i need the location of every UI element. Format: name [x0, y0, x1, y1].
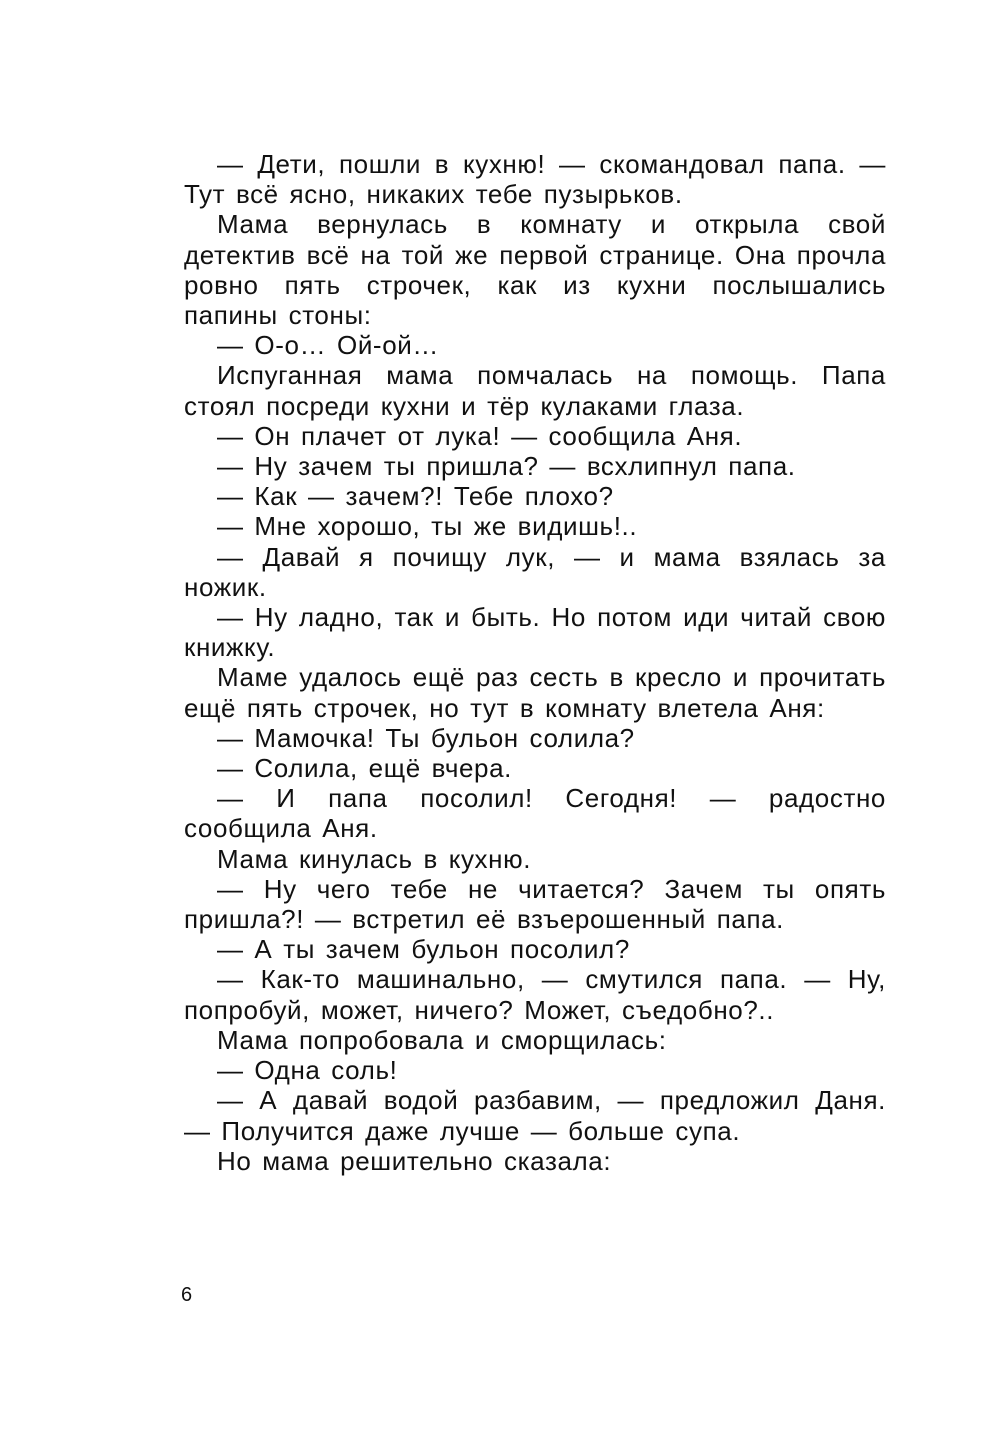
- paragraph: Мама вернулась в комнату и открыла свой детектив всё на той же первой странице. Она прочла ровно пять строчек, как из кухни послышались папины стоны:: [184, 209, 886, 331]
- paragraph: — Мне хорошо, ты же видишь!..: [217, 511, 638, 542]
- paragraph: Мама кинулась в кухню.: [217, 843, 532, 874]
- paragraph: — Как — зачем?! Тебе плохо?: [217, 481, 614, 512]
- paragraph: Мама попробовала и сморщилась:: [217, 1024, 667, 1055]
- paragraph: — Ну ладно, так и быть. Но потом иди читай свою книжку.: [184, 602, 886, 663]
- paragraph: — О-о… Ой-ой…: [217, 330, 439, 361]
- story-text: [184, 149, 886, 1176]
- paragraph: — А ты зачем бульон посолил?: [217, 934, 630, 965]
- paragraph: — Он плачет от лука! — сообщила Аня.: [217, 420, 743, 451]
- paragraph: Маме удалось ещё раз сесть в кресло и прочитать ещё пять строчек, но тут в комнату влетела Аня:: [184, 662, 886, 723]
- paragraph: — И папа посолил! Сегодня! — радостно сообщила Аня.: [184, 783, 886, 844]
- paragraph: — Одна соль!: [217, 1055, 398, 1086]
- paragraph: — Солила, ещё вчера.: [217, 753, 512, 784]
- paragraph: — А давай водой разбавим, — предложил Даня. — Получится даже лучше — больше супа.: [184, 1085, 886, 1146]
- paragraph: Испуганная мама помчалась на помощь. Папа стоял посреди кухни и тёр кулаками глаза.: [184, 360, 886, 421]
- paragraph: — Давай я почищу лук, — и мама взялась за ножик.: [184, 541, 886, 602]
- paragraph: — Дети, пошли в кухню! — скомандовал папа. — Тут всё ясно, никаких тебе пузырьков.: [184, 149, 886, 210]
- paragraph: — Ну чего тебе не читается? Зачем ты опять пришла?! — встретил её взъерошенный папа.: [184, 873, 886, 935]
- page-number: 6: [181, 1284, 193, 1306]
- paragraph: — Ну зачем ты пришла? — всхлипнул папа.: [217, 451, 796, 482]
- paragraph: — Как-то машинально, — смутился папа. — Ну, попробуй, может, ничего? Может, съедобно?..: [184, 964, 886, 1025]
- paragraph: — Мамочка! Ты бульон солила?: [217, 722, 635, 753]
- paragraph: Но мама решительно сказала:: [217, 1145, 612, 1176]
